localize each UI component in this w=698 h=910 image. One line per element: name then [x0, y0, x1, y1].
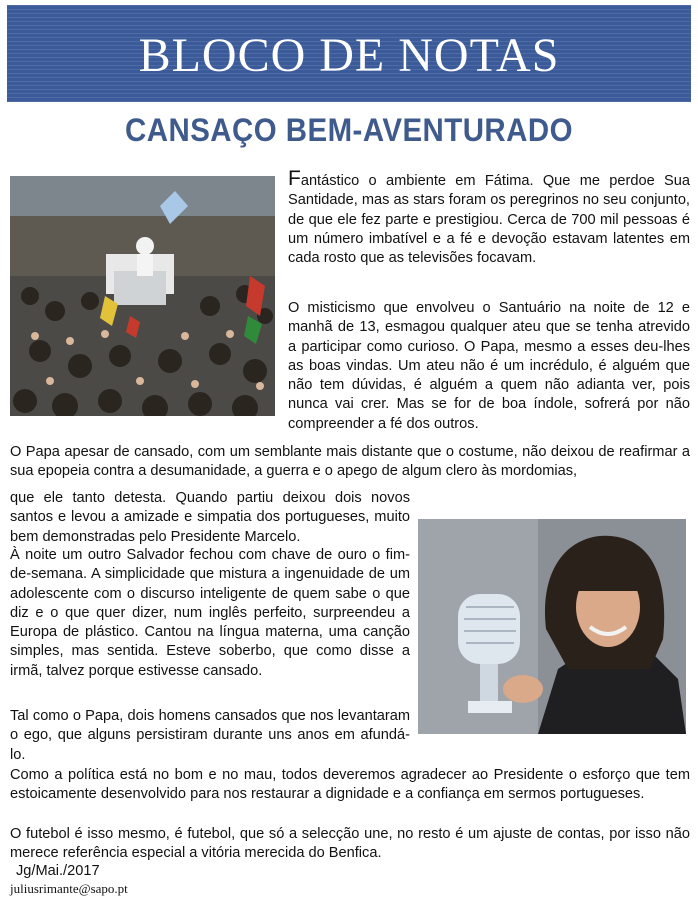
article-paragraph: À noite um outro Salvador fechou com chave de ouro o fim-de-semana. A simplicidade que mistura a ingenuidade de um adolescente com o discurso inteligente de quem sabe o que diz e o que quer dizer, num inglês perfeito, surpreendeu a Europa de plástico. Cantou na língua materna, uma canção simples, mas sentida. Esteve soberbo, que como disse a irmã, talvez porque estivesse cansado.: [10, 547, 410, 679]
article-paragraph: Como a política está no bom e no mau, todos deveremos agradecer ao Presidente o esforço que tem estoicamente desenvolvido para nos restaurar a dignidade e a confiança em sermos portugueses.: [10, 767, 690, 803]
author-email: juliusrimante@sapo.pt: [10, 881, 128, 896]
pope-crowd-photo: [10, 176, 275, 416]
singer-trophy-photo: [418, 519, 686, 734]
article-paragraph: que ele tanto detesta. Quando partiu deixou dois novos santos e levou a amizade e simpatia dos portugueses, muito bem demonstradas pelo Presidente Marcelo.: [10, 490, 410, 545]
article-paragraph: O futebol é isso mesmo, é futebol, que só a selecção une, no resto é um ajuste de contas, por isso não merece referência especial a vitória merecida do Benfica.: [10, 826, 690, 862]
page-title: BLOCO DE NOTAS: [138, 29, 560, 82]
article-title: CANSAÇO BEM-AVENTURADO: [125, 112, 573, 148]
article-paragraph: [288, 167, 690, 268]
paragraph-text: antástico o ambiente em Fátima. Que me perdoe Sua Santidade, mas as stars foram os peregrinos no seu conjunto, de que ele fez parte e prestigiou. Cerca de 700 mil pessoas é um número imbatível e a fé e devoção estavam latentes em cada rosto que as televisões focavam.: [288, 173, 690, 267]
drop-cap: F: [288, 167, 301, 190]
article-paragraph: O Papa apesar de cansado, com um semblante mais distante que o costume, não deixou de reafirmar a sua epopeia contra a desumanidade, a guerra e o apego de algum clero às mordomias,: [10, 444, 690, 480]
header-banner: [7, 5, 691, 102]
signature-date: Jg/Mai./2017: [16, 863, 100, 879]
article-paragraph: Tal como o Papa, dois homens cansados que nos levantaram o ego, que alguns persistiram durante uns anos em afundá-lo.: [10, 708, 410, 763]
article-paragraph: O misticismo que envolveu o Santuário na noite de 12 e manhã de 13, esmagou qualquer ateu que se tenha atrevido a participar como curioso. O Papa, mesmo a esses deu-lhes as boas vindas. Um ateu não é um incrédulo, é alguém que não tem dúvidas, é alguém a quem não adianta ver, pois nunca vai crer. Mas se for de boa índole, sofrerá por não compreender a fé dos outros.: [288, 300, 690, 432]
